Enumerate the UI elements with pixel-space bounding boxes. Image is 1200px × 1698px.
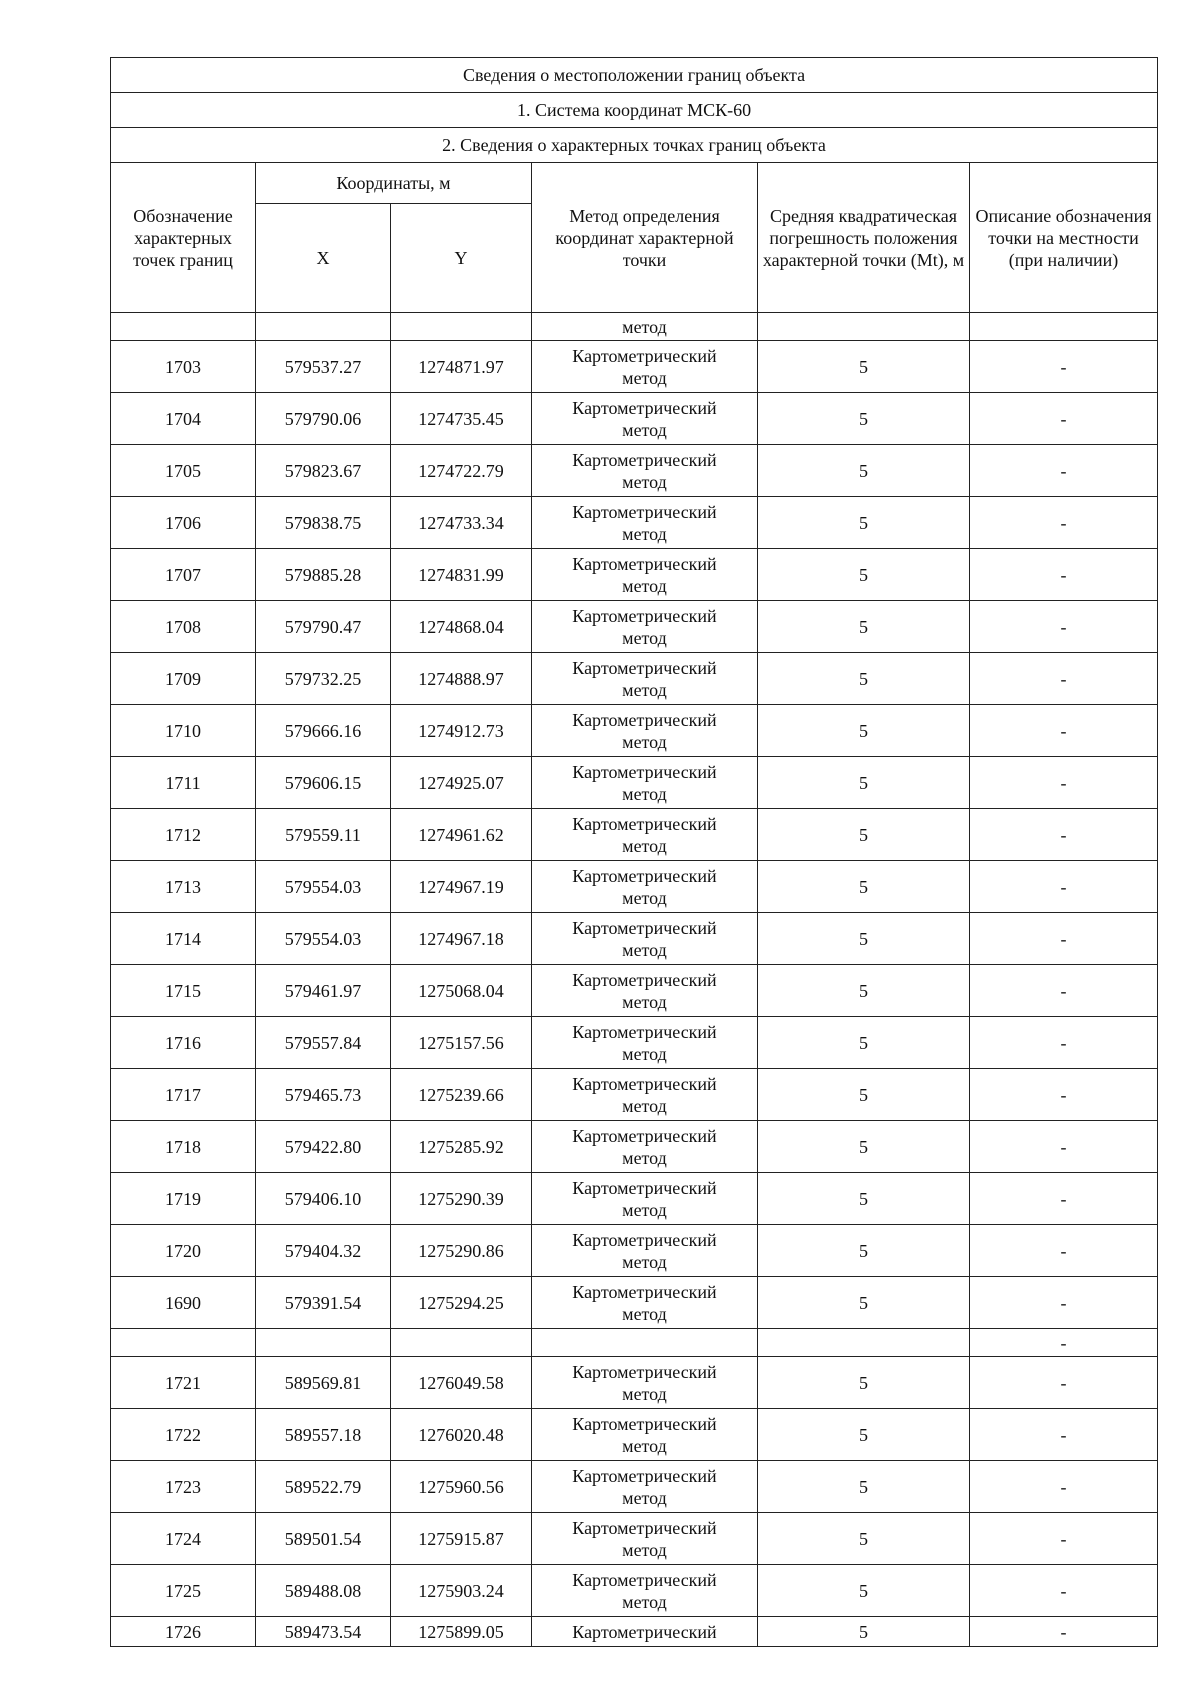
error-cell: 5 <box>758 1357 970 1409</box>
description-cell: - <box>970 913 1158 965</box>
table-row <box>111 1513 1158 1565</box>
method-line: метод <box>622 419 667 440</box>
y-coordinate-cell: 1276020.48 <box>391 1409 532 1461</box>
method-cell <box>532 1173 758 1225</box>
description-cell: - <box>970 445 1158 497</box>
y-coordinate-cell: 1275903.24 <box>391 1565 532 1617</box>
table-row <box>111 1409 1158 1461</box>
description-cell: - <box>970 1225 1158 1277</box>
table-cell <box>391 1329 532 1357</box>
point-number-cell: 1714 <box>111 913 256 965</box>
method-line: Картометрический <box>572 813 717 834</box>
point-number-cell: 1721 <box>111 1357 256 1409</box>
table-row <box>111 1069 1158 1121</box>
y-coordinate-cell: 1274888.97 <box>391 653 532 705</box>
method-line: Картометрический <box>572 969 717 990</box>
method-cell <box>532 1565 758 1617</box>
table-row <box>111 445 1158 497</box>
error-cell: 5 <box>758 1069 970 1121</box>
description-cell: - <box>970 1017 1158 1069</box>
error-cell: 5 <box>758 913 970 965</box>
y-coordinate-cell: 1274733.34 <box>391 497 532 549</box>
separator-row <box>111 1329 1158 1357</box>
table-cell <box>758 1329 970 1357</box>
x-coordinate-cell: 579666.16 <box>256 705 391 757</box>
y-coordinate-cell: 1274722.79 <box>391 445 532 497</box>
coordinates-header: Координаты, м <box>256 163 532 204</box>
x-coordinate-cell: 579790.06 <box>256 393 391 445</box>
x-coordinate-cell: 579554.03 <box>256 861 391 913</box>
method-line: метод <box>622 471 667 492</box>
error-cell: 5 <box>758 1409 970 1461</box>
method-cell <box>532 1277 758 1329</box>
method-line: Картометрический <box>572 1229 717 1250</box>
method-line: Картометрический <box>572 345 717 366</box>
point-number-cell: 1716 <box>111 1017 256 1069</box>
method-line: метод <box>622 1199 667 1220</box>
x-coordinate-cell: 589488.08 <box>256 1565 391 1617</box>
method-line: метод <box>622 1487 667 1508</box>
point-number-cell: 1708 <box>111 601 256 653</box>
x-coordinate-cell: 579391.54 <box>256 1277 391 1329</box>
description-cell: - <box>970 861 1158 913</box>
x-coordinate-cell: 579554.03 <box>256 913 391 965</box>
method-line: Картометрический <box>572 1021 717 1042</box>
point-number-cell: 1690 <box>111 1277 256 1329</box>
method-line: Картометрический <box>572 397 717 418</box>
table-row <box>111 497 1158 549</box>
method-cell <box>532 965 758 1017</box>
point-number-cell: 1725 <box>111 1565 256 1617</box>
x-coordinate-cell: 579422.80 <box>256 1121 391 1173</box>
y-coordinate-cell: 1274871.97 <box>391 341 532 393</box>
x-coordinate-cell: 579406.10 <box>256 1173 391 1225</box>
table-row <box>111 1617 1158 1647</box>
y-coordinate-cell: 1276049.58 <box>391 1357 532 1409</box>
error-cell: 5 <box>758 1565 970 1617</box>
description-cell: - <box>970 1617 1158 1647</box>
method-cell <box>532 809 758 861</box>
point-number-cell: 1715 <box>111 965 256 1017</box>
y-coordinate-cell: 1275157.56 <box>391 1017 532 1069</box>
error-cell: 5 <box>758 1173 970 1225</box>
x-coordinate-cell: 579461.97 <box>256 965 391 1017</box>
x-coordinate-cell: 579404.32 <box>256 1225 391 1277</box>
method-line: метод <box>622 887 667 908</box>
method-line: метод <box>622 1383 667 1404</box>
method-line: метод <box>622 575 667 596</box>
point-number-cell: 1709 <box>111 653 256 705</box>
table-row <box>111 653 1158 705</box>
description-cell: - <box>970 1409 1158 1461</box>
title-row <box>111 58 1158 93</box>
method-line: метод <box>622 367 667 388</box>
y-coordinate-cell: 1275294.25 <box>391 1277 532 1329</box>
method-cell <box>532 445 758 497</box>
method-cell <box>532 1409 758 1461</box>
table-row <box>111 1121 1158 1173</box>
table-row <box>111 1461 1158 1513</box>
point-number-cell: 1722 <box>111 1409 256 1461</box>
x-coordinate-cell: 579790.47 <box>256 601 391 653</box>
table-row <box>111 1225 1158 1277</box>
error-cell: 5 <box>758 705 970 757</box>
method-cell <box>532 705 758 757</box>
x-coordinate-cell: 579838.75 <box>256 497 391 549</box>
description-cell: - <box>970 1357 1158 1409</box>
description-cell: - <box>970 497 1158 549</box>
table-cell <box>111 1329 256 1357</box>
table-cell <box>256 1329 391 1357</box>
table-row <box>111 549 1158 601</box>
method-cell: Картометрический <box>532 1617 758 1647</box>
method-line: Картометрический <box>572 1125 717 1146</box>
method-cell <box>532 1121 758 1173</box>
point-number-cell: 1706 <box>111 497 256 549</box>
method-cell <box>532 1513 758 1565</box>
error-cell: 5 <box>758 445 970 497</box>
method-line: метод <box>622 731 667 752</box>
x-coordinate-cell: 579465.73 <box>256 1069 391 1121</box>
error-cell: 5 <box>758 549 970 601</box>
document-title: Сведения о местоположении границ объекта <box>111 58 1158 93</box>
point-number-cell: 1726 <box>111 1617 256 1647</box>
description-cell: - <box>970 1277 1158 1329</box>
method-cell <box>532 497 758 549</box>
section1-row <box>111 93 1158 128</box>
method-cell <box>532 341 758 393</box>
table-row <box>111 913 1158 965</box>
method-line: метод <box>622 679 667 700</box>
error-cell: 5 <box>758 497 970 549</box>
point-number-cell: 1710 <box>111 705 256 757</box>
method-cell: метод <box>532 313 758 341</box>
description-cell: - <box>970 705 1158 757</box>
point-number-cell: 1717 <box>111 1069 256 1121</box>
y-coordinate-cell: 1275068.04 <box>391 965 532 1017</box>
error-cell: 5 <box>758 1617 970 1647</box>
document-sheet <box>110 57 1157 1647</box>
method-line: Картометрический <box>572 865 717 886</box>
y-header: Y <box>391 204 532 313</box>
method-line: метод <box>622 783 667 804</box>
y-coordinate-cell: 1275960.56 <box>391 1461 532 1513</box>
error-cell: 5 <box>758 1513 970 1565</box>
method-line: Картометрический <box>572 1465 717 1486</box>
description-cell: - <box>970 1329 1158 1357</box>
x-coordinate-cell: 579559.11 <box>256 809 391 861</box>
y-coordinate-cell: 1275915.87 <box>391 1513 532 1565</box>
description-cell: - <box>970 1069 1158 1121</box>
description-cell: - <box>970 757 1158 809</box>
x-coordinate-cell: 579732.25 <box>256 653 391 705</box>
point-number-cell: 1719 <box>111 1173 256 1225</box>
method-line: Картометрический <box>572 553 717 574</box>
x-header: X <box>256 204 391 313</box>
error-cell: 5 <box>758 965 970 1017</box>
method-cell <box>532 861 758 913</box>
point-number-cell: 1711 <box>111 757 256 809</box>
x-coordinate-cell: 579606.15 <box>256 757 391 809</box>
method-line: метод <box>622 1591 667 1612</box>
y-coordinate-cell: 1274925.07 <box>391 757 532 809</box>
error-cell: 5 <box>758 393 970 445</box>
method-line: метод <box>622 1539 667 1560</box>
y-coordinate-cell: 1275290.39 <box>391 1173 532 1225</box>
point-number-cell: 1724 <box>111 1513 256 1565</box>
point-number-cell: 1703 <box>111 341 256 393</box>
table-row <box>111 601 1158 653</box>
x-coordinate-cell: 589569.81 <box>256 1357 391 1409</box>
method-line: метод <box>622 523 667 544</box>
y-coordinate-cell: 1274735.45 <box>391 393 532 445</box>
x-coordinate-cell: 589501.54 <box>256 1513 391 1565</box>
point-number-cell: 1704 <box>111 393 256 445</box>
method-line: Картометрический <box>572 1413 717 1434</box>
error-cell: 5 <box>758 1461 970 1513</box>
method-line: метод <box>622 991 667 1012</box>
x-coordinate-cell: 589522.79 <box>256 1461 391 1513</box>
method-cell <box>532 601 758 653</box>
method-line: Картометрический <box>572 1517 717 1538</box>
x-coordinate-cell: 579823.67 <box>256 445 391 497</box>
table-row <box>111 809 1158 861</box>
method-line: Картометрический <box>572 449 717 470</box>
description-cell: - <box>970 1461 1158 1513</box>
table-cell <box>758 313 970 341</box>
point-number-cell: 1723 <box>111 1461 256 1513</box>
error-cell: 5 <box>758 809 970 861</box>
error-cell: 5 <box>758 1225 970 1277</box>
error-cell: 5 <box>758 861 970 913</box>
method-cell <box>532 549 758 601</box>
description-cell: - <box>970 965 1158 1017</box>
point-number-cell: 1705 <box>111 445 256 497</box>
point-number-cell: 1718 <box>111 1121 256 1173</box>
y-coordinate-cell: 1275285.92 <box>391 1121 532 1173</box>
y-coordinate-cell: 1274912.73 <box>391 705 532 757</box>
method-line: Картометрический <box>572 1281 717 1302</box>
point-number-cell: 1713 <box>111 861 256 913</box>
method-header: Метод определения координат характерной точки <box>532 163 758 313</box>
method-line: метод <box>622 1147 667 1168</box>
y-coordinate-cell: 1274967.19 <box>391 861 532 913</box>
method-line: Картометрический <box>572 605 717 626</box>
table-row <box>111 1565 1158 1617</box>
section2-row <box>111 128 1158 163</box>
error-cell: 5 <box>758 757 970 809</box>
method-line: метод <box>622 1095 667 1116</box>
boundary-points-table <box>110 57 1158 1647</box>
x-coordinate-cell: 589473.54 <box>256 1617 391 1647</box>
description-cell: - <box>970 549 1158 601</box>
method-cell <box>532 1225 758 1277</box>
table-cell <box>532 1329 758 1357</box>
y-coordinate-cell: 1275899.05 <box>391 1617 532 1647</box>
method-line: Картометрический <box>572 917 717 938</box>
description-cell: - <box>970 1121 1158 1173</box>
table-row <box>111 393 1158 445</box>
method-line: Картометрический <box>572 657 717 678</box>
method-line: Картометрический <box>572 1177 717 1198</box>
table-cell <box>391 313 532 341</box>
method-cell <box>532 1461 758 1513</box>
coordinate-system-heading: 1. Система координат МСК-60 <box>111 93 1158 128</box>
description-cell: - <box>970 809 1158 861</box>
table-row <box>111 1017 1158 1069</box>
table-row <box>111 1173 1158 1225</box>
header-row-top <box>111 163 1158 204</box>
point-number-cell: 1720 <box>111 1225 256 1277</box>
method-line: метод <box>622 939 667 960</box>
characteristic-points-heading: 2. Сведения о характерных точках границ объекта <box>111 128 1158 163</box>
error-cell: 5 <box>758 1121 970 1173</box>
method-line: Картометрический <box>572 709 717 730</box>
method-line: метод <box>622 835 667 856</box>
error-cell: 5 <box>758 653 970 705</box>
x-coordinate-cell: 579885.28 <box>256 549 391 601</box>
table-row <box>111 757 1158 809</box>
description-header: Описание обозначения точки на местности (при наличии) <box>970 163 1158 313</box>
method-line: Картометрический <box>572 1073 717 1094</box>
point-designation-header: Обозначение характерных точек границ <box>111 163 256 313</box>
method-line: Картометрический <box>572 761 717 782</box>
y-coordinate-cell: 1275290.86 <box>391 1225 532 1277</box>
method-cell <box>532 393 758 445</box>
table-row <box>111 965 1158 1017</box>
y-coordinate-cell: 1275239.66 <box>391 1069 532 1121</box>
table-cell <box>111 313 256 341</box>
table-row <box>111 341 1158 393</box>
method-line: Картометрический <box>572 1569 717 1590</box>
table-row <box>111 861 1158 913</box>
x-coordinate-cell: 589557.18 <box>256 1409 391 1461</box>
description-cell: - <box>970 393 1158 445</box>
x-coordinate-cell: 579557.84 <box>256 1017 391 1069</box>
method-cell <box>532 913 758 965</box>
description-cell: - <box>970 653 1158 705</box>
error-cell: 5 <box>758 341 970 393</box>
method-line: метод <box>622 1435 667 1456</box>
error-header: Средняя квадратическая погрешность положения характерной точки (Mt), м <box>758 163 970 313</box>
method-line: метод <box>622 627 667 648</box>
table-cell <box>970 313 1158 341</box>
description-cell: - <box>970 1513 1158 1565</box>
error-cell: 5 <box>758 601 970 653</box>
method-line: метод <box>622 1043 667 1064</box>
method-line: Картометрический <box>572 1361 717 1382</box>
y-coordinate-cell: 1274961.62 <box>391 809 532 861</box>
table-row <box>111 1357 1158 1409</box>
y-coordinate-cell: 1274831.99 <box>391 549 532 601</box>
table-row <box>111 705 1158 757</box>
y-coordinate-cell: 1274868.04 <box>391 601 532 653</box>
point-number-cell: 1712 <box>111 809 256 861</box>
x-coordinate-cell: 579537.27 <box>256 341 391 393</box>
method-line: метод <box>622 1251 667 1272</box>
method-cell <box>532 1357 758 1409</box>
description-cell: - <box>970 1565 1158 1617</box>
error-cell: 5 <box>758 1017 970 1069</box>
point-number-cell: 1707 <box>111 549 256 601</box>
description-cell: - <box>970 601 1158 653</box>
table-row <box>111 1277 1158 1329</box>
continuation-row <box>111 313 1158 341</box>
method-cell <box>532 1017 758 1069</box>
method-cell <box>532 653 758 705</box>
method-cell <box>532 1069 758 1121</box>
method-line: Картометрический <box>572 501 717 522</box>
method-cell <box>532 757 758 809</box>
error-cell: 5 <box>758 1277 970 1329</box>
method-line: метод <box>622 1303 667 1324</box>
y-coordinate-cell: 1274967.18 <box>391 913 532 965</box>
description-cell: - <box>970 1173 1158 1225</box>
description-cell: - <box>970 341 1158 393</box>
table-cell <box>256 313 391 341</box>
